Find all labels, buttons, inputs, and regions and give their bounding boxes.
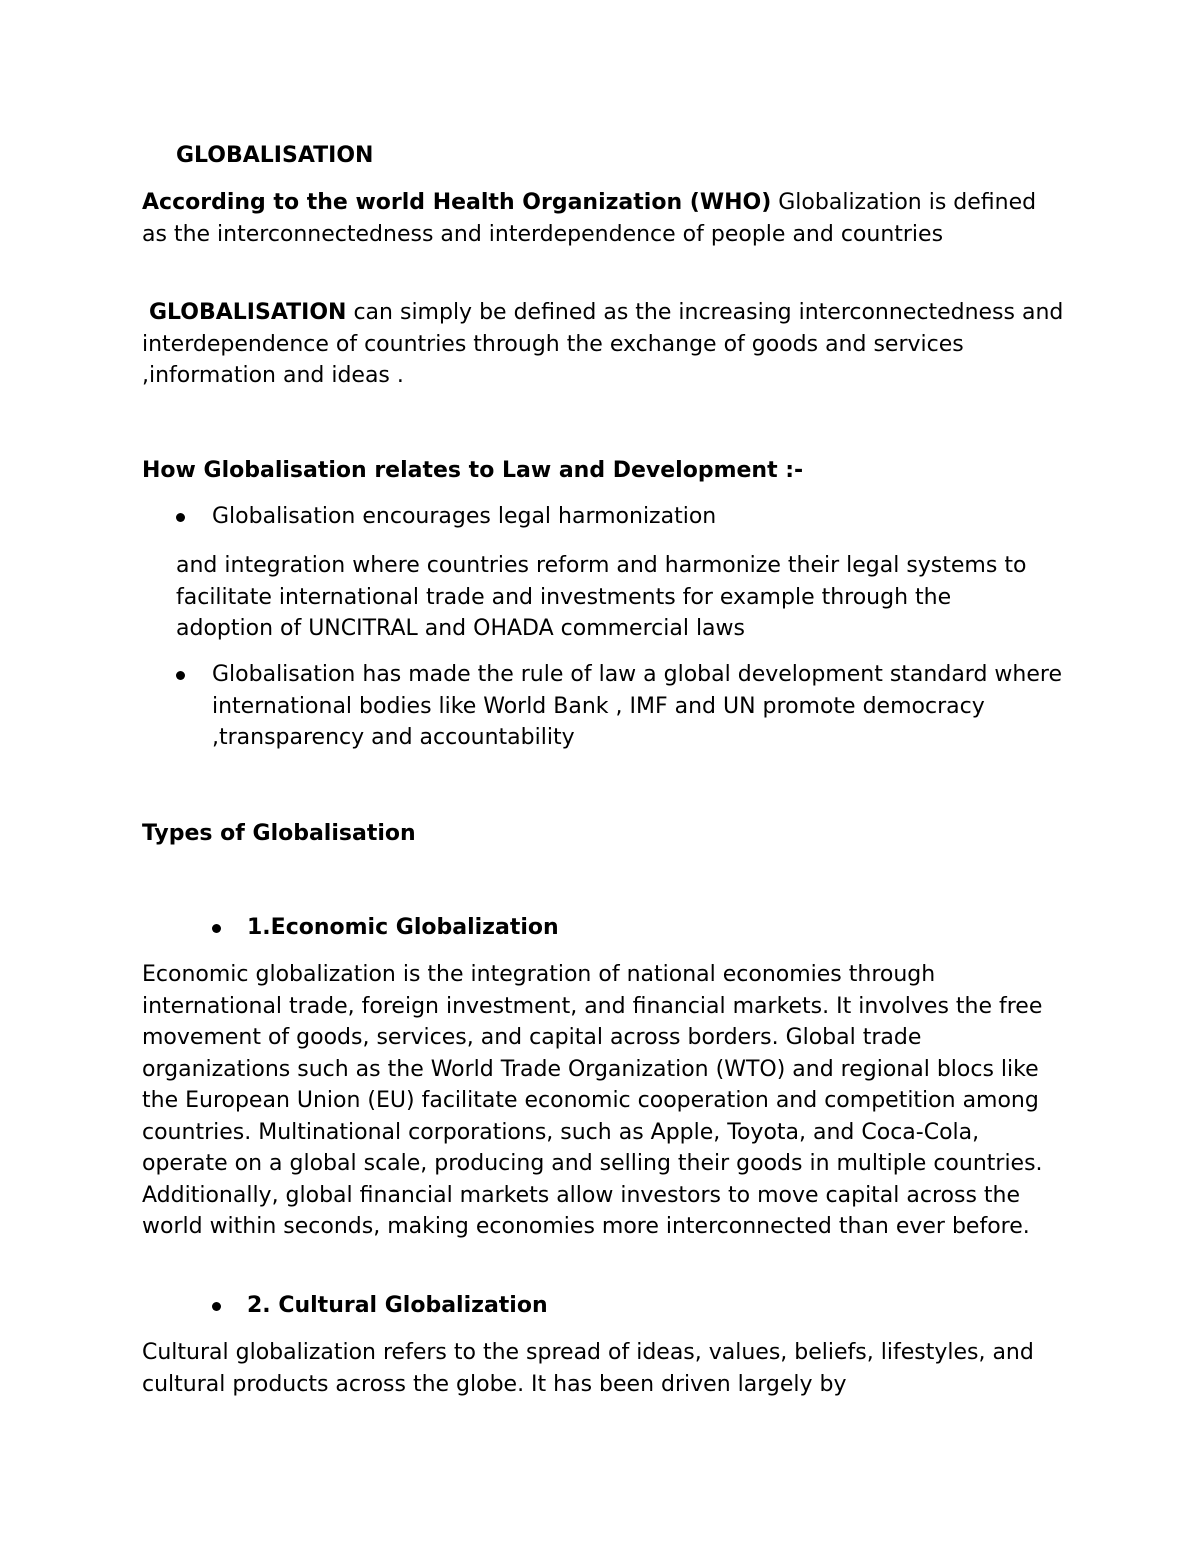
bullet-icon <box>176 671 185 680</box>
types-heading: Types of Globalisation <box>142 821 416 846</box>
law-bullet-1: Globalisation encourages legal harmonization <box>212 504 717 529</box>
economic-globalization-heading: 1.Economic Globalization <box>247 915 559 940</box>
law-bullet-2: Globalisation has made the rule of law a global development standard where international bodies like World Bank , IMF and UN promote democracy ,transparency and accountability <box>212 662 1062 750</box>
cultural-globalization-paragraph: Cultural globalization refers to the spread of ideas, values, beliefs, lifestyles, and cultural products across the globe. It has been driven largely by <box>142 1340 1034 1397</box>
bullet-icon <box>212 1302 221 1311</box>
who-definition-paragraph <box>142 187 1067 250</box>
globalisation-definition-paragraph <box>142 297 1067 392</box>
bullet-icon <box>176 513 185 522</box>
globalisation-definition-lead: GLOBALISATION <box>149 300 347 325</box>
who-definition-text: Globalization is defined as the interconnectedness and interdependence of people and countries <box>142 190 1037 247</box>
document-title: GLOBALISATION <box>176 143 374 168</box>
economic-globalization-paragraph: Economic globalization is the integration of national economies through international trade, foreign investment, and financial markets. It involves the free movement of goods, services, and capital across borders. Global trade organizations such as the World Trade Organization (WTO) and regional blocs like the European Union (EU) facilitate economic cooperation and competition among countries. Multinational corporations, such as Apple, Toyota, and Coca-Cola, operate on a global scale, producing and selling their goods in multiple countries. Additionally, global financial markets allow investors to move capital across the world within seconds, making economies more interconnected than ever before. <box>142 962 1043 1239</box>
globalisation-definition-text: can simply be defined as the increasing interconnectedness and interdependence of countries through the exchange of goods and services ,information and ideas . <box>142 300 1064 388</box>
who-definition-lead: According to the world Health Organization (WHO) <box>142 190 772 215</box>
law-bullet-1-continuation: and integration where countries reform and harmonize their legal systems to facilitate international trade and investments for example through the adoption of UNCITRAL and OHADA commercial laws <box>176 553 1027 641</box>
cultural-globalization-heading: 2. Cultural Globalization <box>247 1293 548 1318</box>
law-development-heading: How Globalisation relates to Law and Development :- <box>142 458 804 483</box>
bullet-icon <box>212 924 221 933</box>
